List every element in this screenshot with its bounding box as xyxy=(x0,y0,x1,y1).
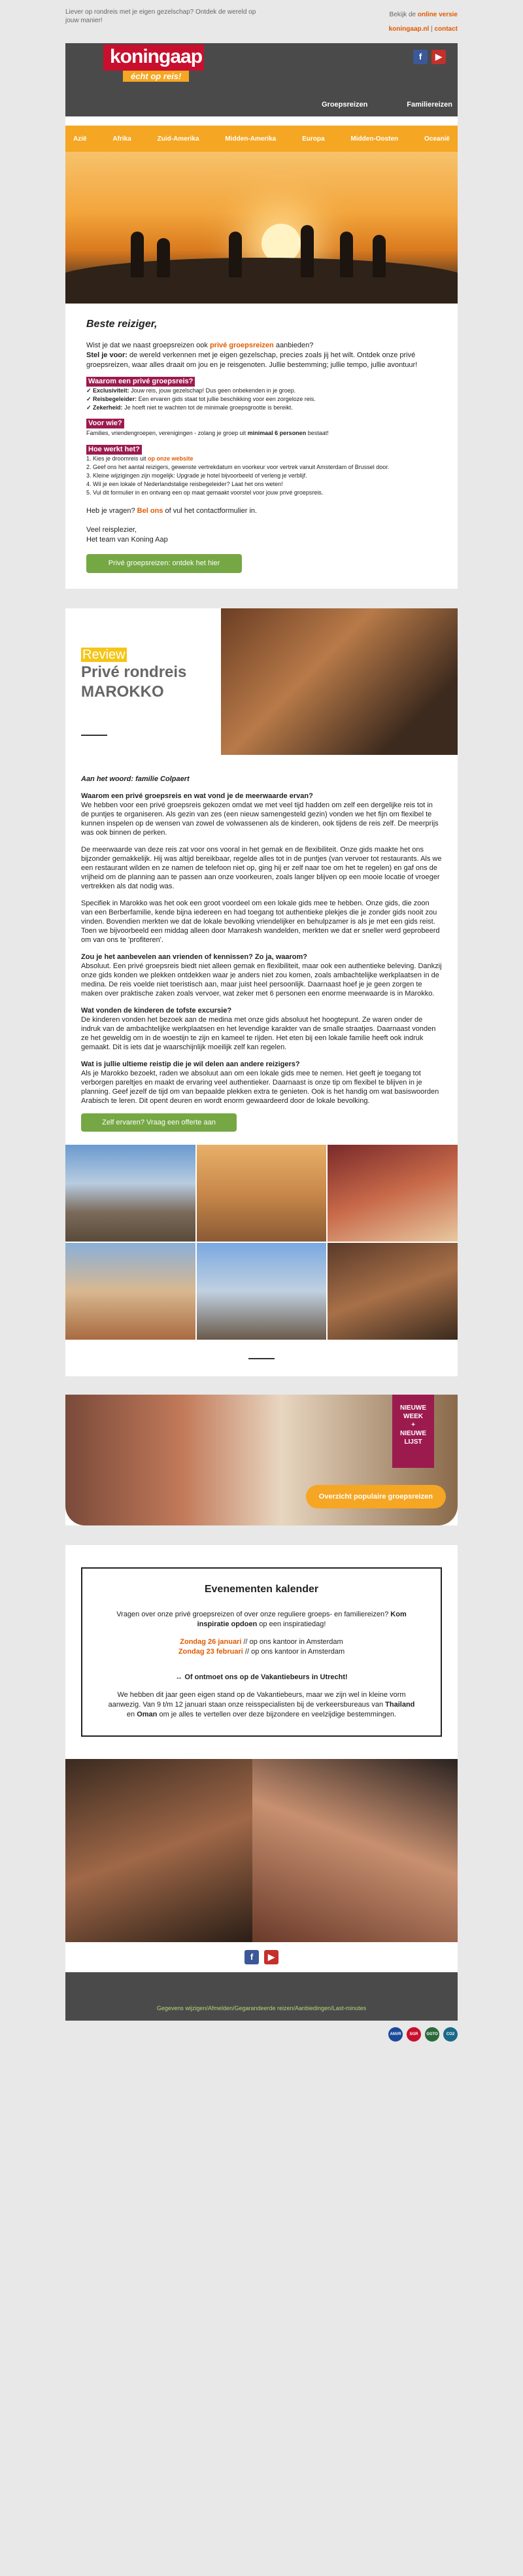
youtube-icon[interactable]: ▶ xyxy=(264,1950,278,1964)
qa: Wat vonden de kinderen de tofste excursie? De kinderen vonden het bezoek aan de medina met onze gids absoluut het hoogtepunt. Ze waren onder de indruk van de ambachtelijke werkplaatsen en het levendige karakter van de smalle straatjes. Daarnaast vonden ze het geweldig om in de woestijn te zijn en kameel te rijden. Het eten bij een lokale familie heeft ook indruk gemaakt. Dit is iets dat je waarschijnlijk moeilijk zelf kan regelen. xyxy=(81,1007,436,1051)
hero-person xyxy=(373,235,386,277)
events-section xyxy=(65,1545,458,1759)
divider xyxy=(248,1358,275,1359)
why-list: ✓ Exclusiviteit: Jouw reis, jouw gezelschap! Dus geen onbekenden in je groep. ✓ Reisbegeleider: Een ervaren gids staat tot jullie beschikking voor een zorgeloze reis. ✓ Zekerheid: Je hoeft niet te wachten tot de minimale groepsgrootte is bereikt. xyxy=(86,387,316,411)
footer xyxy=(65,1942,458,2021)
gallery-photo xyxy=(197,1243,327,1340)
view-prefix: Bekijk de xyxy=(389,11,416,18)
facebook-icon[interactable]: f xyxy=(413,50,428,64)
gallery-photo xyxy=(65,1243,195,1340)
header xyxy=(65,43,458,116)
header-link-groepsreizen[interactable]: Groepsreizen xyxy=(321,101,368,109)
popular-tours-button[interactable]: Overzicht populaire groepsreizen xyxy=(306,1485,446,1508)
nav-item[interactable]: Midden-Amerika xyxy=(225,135,277,143)
preheader xyxy=(65,0,458,43)
event-date: Zondag 23 februari // op ons kantoor in Amsterdam xyxy=(178,1648,345,1656)
qa: Zou je het aanbevelen aan vrienden of kennissen? Zo ja, waarom? Absoluut. Een privé groepsreis biedt niet alleen gemak en flexibiliteit, maar ook een authentieke beleving. Dankzij onze gids konden we plekken ontdekken waar je anders niet zou komen, zoals ambachtelijke werkplaatsen in de medina. De reis voelde niet toeristisch aan, maar juist heel persoonlijk. Daarnaast hoef je je geen zorgen te maken over praktische zaken zoals vervoer, wat zeker met 6 personen een enorme meerwaarde is in Marokko. xyxy=(81,953,442,998)
hero-sun xyxy=(262,224,301,263)
hero-person xyxy=(340,232,353,277)
nav-item[interactable]: Afrika xyxy=(112,135,131,143)
review-title-2: MAROKKO xyxy=(81,683,164,701)
nav-item[interactable]: Oceanië xyxy=(424,135,450,143)
intro-p1: Wist je dat we naast groepsreizen ook privé groepsreizen aanbieden? xyxy=(86,341,314,349)
intro-p2: Stel je voor: de wereld verkennen met je eigen gezelschap, precies zoals jij het wilt. Ontdek onze privé groepsreizen, waar alles draait om jou en je reisgenoten. Jullie bestemming; jullie tempo, jullie avontuur! xyxy=(86,351,418,369)
header-social xyxy=(413,50,446,64)
facebook-icon[interactable]: f xyxy=(245,1950,259,1964)
qa-cont: De meerwaarde van deze reis zat voor ons vooral in het gemak en de flexibiliteit. Onze gids maakte het ons bijzonder gemakkelijk. Hij was altijd bereikbaar, regelde alles tot in de puntjes (van vervoer tot restaurants. Als we een restaurant wilden en ze namen de telefoon niet op, ging hij er zelf naar toe om het te regelen) en gaf ons de vrijheid om de planning aan te passen aan onze voorkeuren, zoals langer blijven op een mooie locatie of vroeger vertrekken als dat nodig was. xyxy=(81,846,442,890)
qa-cont: Specifiek in Marokko was het ook een groot voordeel om een lokale gids mee te hebben. Onze gids, die zoon van een Berberfamilie, kende bijna iedereen en had toegang tot authentieke plekjes die je zonder gids nooit zou vinden. Bovendien merkten we dat de lokale bevolking vriendelijker en behulpzamer is als je met een gids reist. Toen we bijvoorbeeld een middag alleen door Marrakesh wandelden, merkten we dat er sneller werd geprobeerd om van ons te 'profiteren'. xyxy=(81,899,440,944)
anvr-badge: ANVR xyxy=(388,2027,403,2042)
nav-item[interactable]: Europa xyxy=(302,135,325,143)
qa: Wat is jullie ultieme reistip die je wil delen aan andere reizigers? Als je Marokko bezoekt, raden we absoluut aan om een lokale gids mee te nemen. Het geeft je toegang tot verborgen pareltjes en maakt de ervaring veel authentieker. Daarnaast is onze tip om flexibel te blijven in je planning. Geef jezelf de tijd om van bepaalde plekken extra te genieten. Ook is het handig om wat basiswoorden Arabisch te leren. Dit opent deuren en wordt enorm gewaardeerd door de lokale bevolking. xyxy=(81,1060,439,1105)
heading-who: Voor wie? xyxy=(86,419,124,428)
logo-wordmark: koningaap xyxy=(103,44,204,71)
logo-tagline: écht op reis! xyxy=(123,71,189,82)
review-title-1: Privé rondreis xyxy=(81,663,187,681)
youtube-icon[interactable]: ▶ xyxy=(431,50,446,64)
review-title-block xyxy=(65,608,221,755)
sgr-badge: SGR xyxy=(407,2027,421,2042)
gallery-photo xyxy=(328,1243,458,1340)
gallery-photo xyxy=(197,1145,327,1242)
footer-links[interactable]: Gegevens wijzigen/Afmelden/Gegarandeerde reizen/Aanbiedingen/Last-minutes xyxy=(156,2005,367,2011)
hero-image xyxy=(65,152,458,304)
event-date: Zondag 26 januari // op ons kantoor in Amsterdam xyxy=(180,1638,343,1646)
region-nav xyxy=(65,116,458,152)
events-box xyxy=(81,1567,442,1737)
email-body xyxy=(65,43,458,2021)
hero-hill xyxy=(65,258,458,304)
hero-person xyxy=(157,238,170,277)
fair-text: We hebben dit jaar geen eigen stand op de Vakantiebeurs, maar we zijn wel in kleine vorm aanwezig. Van 9 t/m 12 januari staan onze reisspecialisten bij de verkeersbureaus van Thailand en Oman om je alles te vertellen over deze bijzondere en veelzijdige bestemmingen. xyxy=(108,1691,415,1718)
co2-badge: CO2 xyxy=(443,2027,458,2042)
separator xyxy=(65,589,458,608)
cert-badges xyxy=(65,2021,458,2047)
team-photo-right xyxy=(252,1759,458,1942)
intro-section xyxy=(65,304,458,589)
review-byline: Aan het woord: familie Colpaert xyxy=(81,775,190,783)
signature: Veel reisplezier, Het team van Koning Aap xyxy=(86,526,168,544)
nav-item[interactable]: Azië xyxy=(73,135,87,143)
qa: Waarom een privé groepsreis en wat vond je de meerwaarde ervan? We hebben voor een privé groepsreis gekozen omdat we met veel tijd hadden om zelf een dergelijke reis tot in de puntjes te organiseren. Als gezin van zes (een nieuw samengesteld gezin) vonden we het fijn om flexibel te kunnen inspelen op de wensen van zowel de volwassenen als de kinderen, ook tijdens de reis zelf. De meerprijs was ook binnen de perken. xyxy=(81,792,439,837)
review-header xyxy=(65,608,458,755)
website-link[interactable]: op onze website xyxy=(148,455,194,462)
header-links xyxy=(322,101,452,109)
family-photo xyxy=(221,608,458,755)
separator xyxy=(65,1525,458,1545)
new-list-ribbon: NIEUWE WEEK + NIEUWE LIJST xyxy=(392,1395,434,1468)
separator xyxy=(65,1376,458,1395)
prive-cta-button[interactable]: Privé groepsreizen: ontdek het hier xyxy=(86,554,242,573)
events-title: Evenementen kalender xyxy=(204,1584,319,1595)
preheader-text: Liever op rondreis met je eigen gezelschap? Ontdek de wereld op jouw manier! xyxy=(65,9,256,24)
gallery-photo xyxy=(328,1145,458,1242)
site-link[interactable]: koningaap.nl xyxy=(388,26,430,33)
who-text: Families, vriendengroepen, verenigingen - zolang je groep uit minimaal 6 personen bestaat! xyxy=(86,430,329,436)
quote-cta-button[interactable]: Zelf ervaren? Vraag een offerte aan xyxy=(81,1113,237,1132)
team-photo-left xyxy=(65,1759,252,1942)
promo-banner[interactable] xyxy=(65,1395,458,1525)
call-link[interactable]: Bel ons xyxy=(137,507,163,515)
fair-heading: ↔ Of ontmoet ons op de Vakantiebeurs in Utrecht! xyxy=(175,1673,348,1681)
events-intro: Vragen over onze privé groepsreizen of over onze reguliere groeps- en familiereizen? Kom inspiratie opdoen op een inspiratiedag! xyxy=(116,1610,407,1628)
nav-item[interactable]: Zuid-Amerika xyxy=(157,135,199,143)
logo[interactable] xyxy=(103,44,204,82)
nav-item[interactable]: Midden-Oosten xyxy=(350,135,399,143)
hero-person xyxy=(131,232,144,277)
how-list: 1. Kies je droomreis uit op onze website 2. Geef ons het aantal reizigers, gewenste vertrekdatum en voorkeur voor vertrek vanuit Amsterdam of Brussel door. 3. Kleine wijzigingen zijn mogelijk: Upgrade je hotel bijvoorbeeld of verleng je verblijf. 4. Wil je een lokale of Nederlandstalige reisbegeleider? Laat het ons weten! 5. Vul dit formulier in en ontvang een op maat gemaakt voorstel voor jouw privé groepsreis. xyxy=(86,455,390,496)
heading-how: Hoe werkt het? xyxy=(86,445,142,455)
divider xyxy=(81,735,107,736)
heading-why: Waarom een privé groepsreis? xyxy=(86,377,195,387)
help-text: Heb je vragen? Bel ons of vul het contactformulier in. xyxy=(86,507,258,515)
greeting: Beste reiziger, xyxy=(86,319,158,330)
review-tag: Review xyxy=(82,648,126,662)
ggto-badge: GGTO xyxy=(425,2027,439,2042)
preheader-links: Bekijk de online versie koningaap.nl | contact xyxy=(388,11,458,33)
photo-gallery xyxy=(65,1145,458,1340)
gallery-photo xyxy=(65,1145,195,1242)
footer-social xyxy=(65,1942,458,1972)
header-link-familiereizen[interactable]: Familiereizen xyxy=(407,101,452,109)
hero-person xyxy=(301,225,314,277)
prive-link[interactable]: privé groepsreizen xyxy=(209,341,274,349)
team-photo xyxy=(65,1759,458,1942)
online-version-link[interactable]: online versie xyxy=(417,11,458,18)
hero-person xyxy=(229,232,242,277)
contact-link[interactable]: contact xyxy=(434,26,458,33)
review-article xyxy=(65,755,458,1145)
